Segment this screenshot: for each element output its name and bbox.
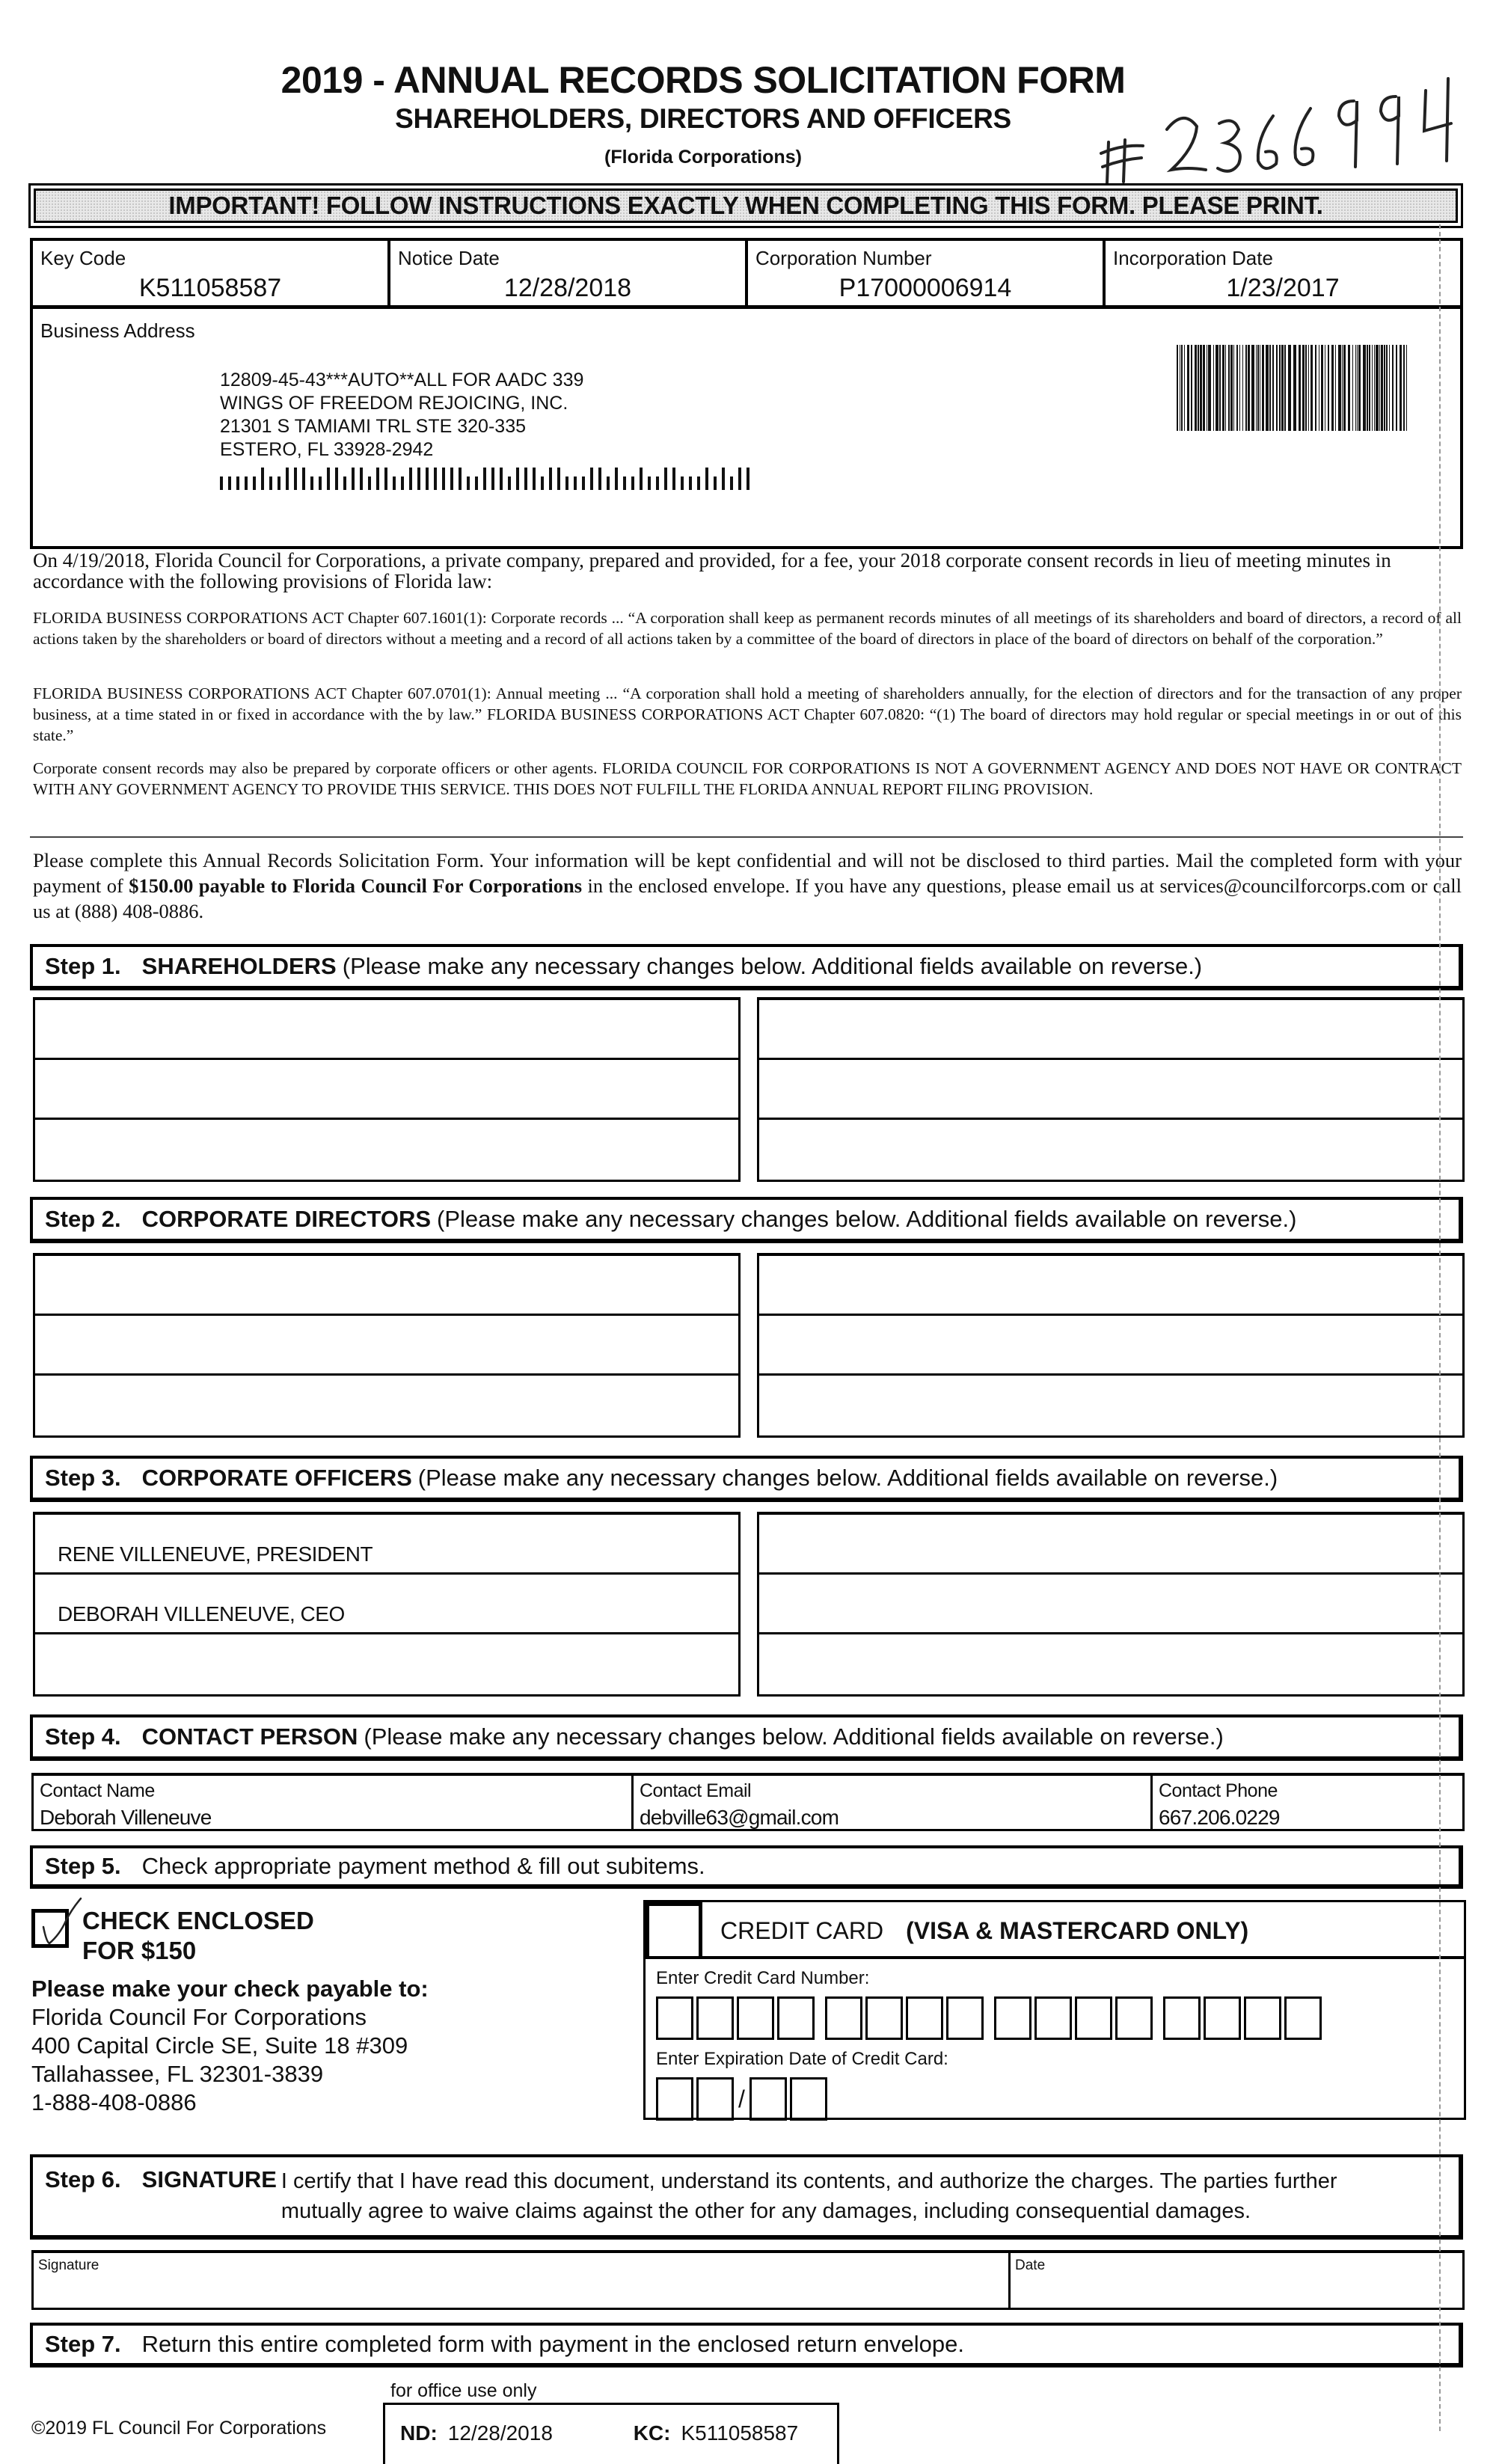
form-jurisdiction-note: (Florida Corporations) bbox=[604, 147, 802, 168]
credit-card-note: (VISA & MASTERCARD ONLY) bbox=[906, 1917, 1249, 1944]
barcode-bar bbox=[1230, 345, 1233, 431]
postal-bar bbox=[343, 476, 346, 490]
postal-bar bbox=[730, 476, 733, 490]
barcode-bar bbox=[1348, 345, 1350, 431]
address-line: ESTERO, FL 33928-2942 bbox=[220, 439, 434, 460]
director-input[interactable] bbox=[35, 1316, 738, 1376]
postal-bar bbox=[417, 468, 420, 490]
director-input[interactable] bbox=[759, 1316, 1462, 1376]
barcode-bar bbox=[1245, 345, 1247, 431]
barcode-bar bbox=[1355, 345, 1356, 431]
postal-bar bbox=[533, 468, 536, 490]
barcode-bar bbox=[1225, 345, 1226, 431]
officer-input[interactable]: RENE VILLENEUVE, PRESIDENT bbox=[35, 1515, 738, 1575]
step-title: CORPORATE DIRECTORS bbox=[141, 1206, 432, 1232]
disclaimer-paragraph: Corporate consent records may also be prepared by corporate officers or other agents. FLORIDA COUNCIL FOR CORPORATIONS IS NOT A GOVERNMENT AGENCY AND DOES NOT HAVE OR CONTRACT WITH ANY GOVERNMENT AGENCY TO PROVIDE THIS SERVICE. THIS DOES NOT FULFILL THE FLORIDA ANNUAL REPORT FILING PROVISION. bbox=[33, 759, 1462, 798]
business-address-label: Business Address bbox=[40, 319, 195, 342]
corporation-number-field bbox=[748, 241, 1106, 305]
postal-bar bbox=[722, 468, 725, 490]
postal-bar bbox=[286, 468, 289, 490]
nd-value: 12/28/2018 bbox=[447, 2421, 553, 2445]
payable-to-heading: Please make your check payable to: bbox=[31, 1976, 429, 2002]
step-note: (Please make any necessary changes below. Additional fields available on reverse.) bbox=[417, 1465, 1278, 1491]
barcode-bar bbox=[1248, 345, 1250, 431]
officer-input[interactable] bbox=[759, 1575, 1462, 1634]
intro-paragraph: On 4/19/2018, Florida Council for Corporations, a private company, prepared and provided, for a fee, your 2018 corporate consent records in lieu of meeting minutes in accordance with the following provisions of Florida law: bbox=[33, 549, 1391, 592]
barcode-bar bbox=[1228, 345, 1230, 431]
exp-year-box[interactable] bbox=[749, 2077, 787, 2121]
officer-input[interactable] bbox=[35, 1634, 738, 1694]
step-note: (Please make any necessary changes below. Additional fields available on reverse.) bbox=[437, 1206, 1297, 1232]
director-input[interactable] bbox=[759, 1376, 1462, 1435]
instructions-paragraph: Please complete this Annual Records Solicitation Form. Your information will be kept confidential and will not be disclosed to third parties. Mail the completed form with your payment of $150.00 payable to Florida Council For Corporations in the enclosed envelope. If you have any questions, please email us at services@councilforcorps.com or call us at (888) 408-0886. bbox=[33, 849, 1462, 922]
barcode-bar bbox=[1293, 345, 1296, 431]
credit-card-checkbox[interactable] bbox=[646, 1902, 702, 1959]
postal-bar bbox=[459, 468, 462, 490]
barcode-bar bbox=[1379, 345, 1380, 431]
step-title: CORPORATE OFFICERS bbox=[141, 1465, 412, 1491]
postal-bar bbox=[648, 476, 651, 490]
postal-bar bbox=[327, 468, 330, 490]
step-1-header bbox=[30, 944, 1463, 990]
barcode-bar bbox=[1233, 345, 1234, 431]
postal-bar bbox=[557, 468, 560, 490]
postal-bar bbox=[738, 468, 741, 490]
barcode-bar bbox=[1256, 345, 1257, 431]
barcode-bar bbox=[1342, 345, 1343, 431]
postal-bar bbox=[376, 468, 379, 490]
barcode-bar bbox=[1400, 345, 1402, 431]
barcode-bar bbox=[1279, 345, 1281, 431]
barcode-bar bbox=[1222, 345, 1224, 431]
directors-fields bbox=[33, 1253, 1465, 1438]
postal-bar bbox=[253, 476, 256, 490]
step-2-header bbox=[30, 1197, 1463, 1243]
incorporation-date-field bbox=[1106, 241, 1460, 305]
barcode-bar bbox=[1369, 345, 1370, 431]
barcode-bar bbox=[1187, 345, 1189, 431]
barcode-bar bbox=[1242, 345, 1243, 431]
copyright-text: ©2019 FL Council For Corporations bbox=[31, 2418, 327, 2439]
officers-column-left bbox=[33, 1512, 741, 1697]
directors-column-left bbox=[33, 1253, 741, 1438]
barcode-bar bbox=[1396, 345, 1397, 431]
shareholder-input[interactable] bbox=[759, 1000, 1462, 1060]
barcode-bar bbox=[1363, 345, 1366, 431]
mailing-address bbox=[220, 369, 583, 462]
barcode-bar bbox=[1288, 345, 1291, 431]
card-digit-box[interactable] bbox=[656, 1996, 693, 2040]
barcode-bar bbox=[1331, 345, 1334, 431]
address-line: WINGS OF FREEDOM REJOICING, INC. bbox=[220, 393, 568, 414]
payable-to-line: Florida Council For Corporations bbox=[31, 2004, 367, 2030]
handwritten-number-annotation bbox=[1100, 71, 1489, 183]
step-number: Step 2. bbox=[45, 1206, 121, 1232]
postal-barcode-icon bbox=[220, 468, 758, 490]
officer-input[interactable]: DEBORAH VILLENEUVE, CEO bbox=[35, 1575, 738, 1634]
postal-bar bbox=[220, 476, 223, 490]
key-code-field bbox=[33, 241, 390, 305]
barcode-bar bbox=[1338, 345, 1341, 431]
step-note: (Please make any necessary changes below. Additional fields available on reverse.) bbox=[342, 953, 1203, 979]
card-digit-box[interactable] bbox=[1115, 1996, 1153, 2040]
barcode-bar bbox=[1281, 345, 1284, 431]
shareholder-input[interactable] bbox=[759, 1060, 1462, 1120]
postal-bar bbox=[434, 468, 437, 490]
barcode-bar bbox=[1269, 345, 1271, 431]
exp-separator: / bbox=[738, 2085, 745, 2112]
officers-fields bbox=[33, 1512, 1465, 1697]
barcode-bar bbox=[1305, 345, 1307, 431]
officer-input[interactable] bbox=[759, 1515, 1462, 1575]
postal-bar bbox=[714, 476, 717, 490]
barcode-bar bbox=[1315, 345, 1316, 431]
important-banner-text: IMPORTANT! FOLLOW INSTRUCTIONS EXACTLY WHEN COMPLETING THIS FORM. PLEASE PRINT. bbox=[34, 189, 1458, 223]
contact-phone-value: 667.206.0229 bbox=[1159, 1806, 1280, 1829]
postal-bar bbox=[450, 468, 453, 490]
step-5-header bbox=[30, 1845, 1463, 1889]
postal-bar bbox=[631, 476, 634, 490]
barcode-bar bbox=[1310, 345, 1313, 431]
postal-bar bbox=[302, 468, 305, 490]
postal-bar bbox=[310, 476, 313, 490]
postal-bar bbox=[607, 476, 610, 490]
barcode-bar bbox=[1213, 345, 1214, 431]
address-line: 21301 S TAMIAMI TRL STE 320-335 bbox=[220, 416, 526, 437]
card-digit-box[interactable] bbox=[865, 1996, 903, 2040]
barcode-bar bbox=[1302, 345, 1305, 431]
postal-bar bbox=[516, 468, 519, 490]
credit-card-header bbox=[646, 1902, 1464, 1959]
step-number: Step 7. bbox=[45, 2331, 121, 2357]
postal-bar bbox=[426, 468, 429, 490]
postal-bar bbox=[615, 468, 618, 490]
barcode-bar bbox=[1321, 345, 1323, 431]
step-title: SIGNATURE bbox=[141, 2166, 277, 2192]
card-digit-box[interactable] bbox=[946, 1996, 984, 2040]
expiration-date-input bbox=[656, 2077, 830, 2121]
postal-bar bbox=[261, 468, 264, 490]
step-4-header bbox=[30, 1714, 1463, 1761]
barcode-bar bbox=[1367, 345, 1368, 431]
exp-month-box[interactable] bbox=[696, 2077, 734, 2121]
date-label: Date bbox=[1015, 2258, 1046, 2273]
barcode-bar bbox=[1208, 345, 1211, 431]
step-title: SHAREHOLDERS bbox=[141, 953, 337, 979]
postal-bar bbox=[656, 476, 659, 490]
payable-to-line: 400 Capital Circle SE, Suite 18 #309 bbox=[31, 2032, 408, 2059]
law-paragraph-meeting: FLORIDA BUSINESS CORPORATIONS ACT Chapter 607.0701(1): Annual meeting ... “A corporation shall hold a meeting of shareholders annually, for the election of directors and for the transaction of any proper business, at a time stated in or fixed in accordance with the by law.” FLORIDA BUSINESS CORPORATIONS ACT Chapter 607.0820: “(1) The board of directors may hold regular or special meetings in or out of this state.” bbox=[33, 684, 1462, 744]
credit-card-title: CREDIT CARD (VISA & MASTERCARD ONLY) bbox=[720, 1917, 1249, 1944]
incorporation-date-label: Incorporation Date bbox=[1113, 247, 1273, 269]
barcode-bar bbox=[1374, 345, 1375, 431]
officer-input[interactable] bbox=[759, 1634, 1462, 1694]
card-number-label: Enter Credit Card Number: bbox=[656, 1968, 870, 1988]
postal-bar bbox=[483, 468, 486, 490]
business-address-box bbox=[30, 305, 1463, 549]
step-6-header bbox=[30, 2154, 1463, 2240]
step-title: CONTACT PERSON bbox=[141, 1723, 358, 1750]
notice-date-label: Notice Date bbox=[398, 247, 500, 269]
barcode-bar bbox=[1184, 345, 1185, 431]
payable-to-line: Tallahassee, FL 32301-3839 bbox=[31, 2061, 324, 2087]
corporation-number-value: P17000006914 bbox=[839, 274, 1012, 302]
signature-field[interactable] bbox=[34, 2253, 1011, 2308]
postal-bar bbox=[245, 476, 248, 490]
barcode-bar bbox=[1181, 345, 1183, 431]
certification-text: I certify that I have read this document, understand its contents, and authorize the charges. The parties further mutually agree to waive claims against the other for any damages, including consequential damages. bbox=[280, 2169, 1337, 2223]
key-code-value: K511058587 bbox=[138, 274, 282, 302]
postal-bar bbox=[236, 476, 239, 490]
barcode-bar bbox=[1406, 345, 1407, 431]
step-number: Step 1. bbox=[45, 953, 121, 979]
barcode-bar bbox=[1276, 345, 1278, 431]
barcode-bar bbox=[1386, 345, 1388, 431]
card-digit-box[interactable] bbox=[825, 1996, 862, 2040]
postal-bar bbox=[598, 468, 601, 490]
postal-bar bbox=[747, 468, 749, 490]
incorporation-date-value: 1/23/2017 bbox=[1226, 274, 1340, 302]
postal-bar bbox=[491, 468, 494, 490]
step-number: Step 5. bbox=[45, 1853, 121, 1879]
payable-to-line: 1-888-408-0886 bbox=[31, 2089, 197, 2115]
barcode-bar bbox=[1308, 345, 1309, 431]
director-input[interactable] bbox=[35, 1376, 738, 1435]
office-use-box bbox=[383, 2403, 839, 2464]
contact-person-row bbox=[31, 1773, 1465, 1831]
officers-column-right bbox=[757, 1512, 1465, 1697]
postal-bar bbox=[401, 476, 404, 490]
postal-bar bbox=[672, 468, 675, 490]
kc-label: KC: bbox=[633, 2421, 671, 2445]
postal-bar bbox=[565, 476, 568, 490]
shareholders-column-right bbox=[757, 997, 1465, 1182]
card-digit-box[interactable] bbox=[1034, 1996, 1072, 2040]
credit-card-section bbox=[643, 1900, 1466, 2120]
barcode-bar bbox=[1284, 345, 1286, 431]
contact-name-label: Contact Name bbox=[40, 1780, 155, 1801]
contact-email-label: Contact Email bbox=[640, 1780, 752, 1801]
contact-email-field[interactable] bbox=[634, 1776, 1153, 1829]
important-banner bbox=[28, 183, 1463, 228]
barcode-bar bbox=[1328, 345, 1329, 431]
card-digit-box[interactable] bbox=[696, 1996, 734, 2040]
key-code-label: Key Code bbox=[40, 247, 126, 269]
postal-bar bbox=[409, 468, 412, 490]
barcode-bar bbox=[1392, 345, 1394, 431]
card-digit-box[interactable] bbox=[1244, 1996, 1281, 2040]
postal-bar bbox=[393, 476, 396, 490]
barcode-bar bbox=[1343, 345, 1346, 431]
date-field[interactable] bbox=[1011, 2253, 1462, 2308]
card-digit-box[interactable] bbox=[777, 1996, 815, 2040]
barcode-bar bbox=[1177, 345, 1178, 431]
postal-bar bbox=[697, 476, 700, 490]
postal-bar bbox=[549, 468, 552, 490]
postal-bar bbox=[689, 476, 692, 490]
address-line: 12809-45-43***AUTO**ALL FOR AADC 339 bbox=[220, 370, 584, 390]
postal-bar bbox=[294, 468, 297, 490]
postal-bar bbox=[500, 468, 503, 490]
barcode-bar bbox=[1389, 345, 1390, 431]
card-digit-box[interactable] bbox=[1075, 1996, 1112, 2040]
contact-phone-label: Contact Phone bbox=[1159, 1780, 1278, 1801]
barcode-icon bbox=[1174, 345, 1413, 431]
corporation-number-label: Corporation Number bbox=[755, 247, 932, 269]
barcode-bar bbox=[1239, 345, 1240, 431]
nd-label: ND: bbox=[400, 2421, 438, 2445]
payable-to-block bbox=[31, 1975, 429, 2117]
contact-email-value: debville63@gmail.com bbox=[640, 1806, 839, 1829]
postal-bar bbox=[360, 468, 363, 490]
postal-bar bbox=[368, 476, 371, 490]
card-digit-box[interactable] bbox=[737, 1996, 774, 2040]
scan-edge-artifact bbox=[1439, 224, 1441, 2431]
postal-bar bbox=[681, 476, 684, 490]
barcode-bar bbox=[1203, 345, 1205, 431]
notice-date-field bbox=[390, 241, 748, 305]
checkmark-icon bbox=[37, 1897, 84, 1951]
shareholder-input[interactable] bbox=[35, 1000, 738, 1060]
contact-name-value: Deborah Villeneuve bbox=[40, 1806, 212, 1829]
step-note: (Please make any necessary changes below. Additional fields available on reverse.) bbox=[364, 1723, 1224, 1750]
check-enclosed-label: CHECK ENCLOSED FOR $150 bbox=[82, 1907, 314, 1964]
barcode-bar bbox=[1372, 345, 1373, 431]
postal-bar bbox=[467, 476, 470, 490]
law-paragraph-records: FLORIDA BUSINESS CORPORATIONS ACT Chapter 607.1601(1): Corporate records ... “A corporation shall keep as permanent records minutes of all meetings of its shareholders and board of directors, a record of all actions taken by the shareholders or board of directors without a meeting and a record of all actions taken by a committee of the board of directors in place of the board of directors on behalf of the corporation.” bbox=[33, 609, 1462, 648]
step-number: Step 6. bbox=[45, 2166, 121, 2192]
postal-bar bbox=[228, 476, 231, 490]
exp-year-box[interactable] bbox=[790, 2077, 827, 2121]
divider bbox=[30, 836, 1463, 838]
payment-amount-text: $150.00 payable to Florida Council For Corporations bbox=[129, 874, 583, 897]
step-note: Return this entire completed form with payment in the enclosed return envelope. bbox=[141, 2331, 965, 2357]
postal-bar bbox=[319, 476, 322, 490]
postal-bar bbox=[705, 468, 708, 490]
postal-bar bbox=[524, 468, 527, 490]
barcode-bar bbox=[1219, 345, 1221, 431]
card-digit-box[interactable] bbox=[1284, 1996, 1322, 2040]
card-digit-box[interactable] bbox=[1204, 1996, 1241, 2040]
postal-bar bbox=[475, 476, 478, 490]
shareholders-fields bbox=[33, 997, 1465, 1182]
barcode-bar bbox=[1357, 345, 1358, 431]
step-number: Step 4. bbox=[45, 1723, 121, 1750]
card-digit-box[interactable] bbox=[994, 1996, 1031, 2040]
barcode-bar bbox=[1236, 345, 1238, 431]
barcode-bar bbox=[1376, 345, 1379, 431]
notice-date-value: 12/28/2018 bbox=[503, 274, 632, 302]
exp-month-box[interactable] bbox=[656, 2077, 693, 2121]
step-number: Step 3. bbox=[45, 1465, 121, 1491]
postal-bar bbox=[590, 468, 593, 490]
postal-bar bbox=[582, 476, 585, 490]
step-note: Check appropriate payment method & fill out subitems. bbox=[141, 1853, 705, 1879]
shareholder-input[interactable] bbox=[759, 1120, 1462, 1180]
barcode-bar bbox=[1403, 345, 1405, 431]
barcode-bar bbox=[1251, 345, 1254, 431]
postal-bar bbox=[442, 468, 445, 490]
signature-row bbox=[31, 2250, 1465, 2310]
barcode-bar bbox=[1191, 345, 1192, 431]
postal-bar bbox=[269, 476, 272, 490]
form-title: 2019 - ANNUAL RECORDS SOLICITATION FORM bbox=[280, 59, 1126, 101]
barcode-bar bbox=[1216, 345, 1218, 431]
barcode-bar bbox=[1381, 345, 1383, 431]
barcode-bar bbox=[1272, 345, 1274, 431]
shareholders-column-left bbox=[33, 997, 741, 1182]
postal-bar bbox=[664, 468, 667, 490]
barcode-bar bbox=[1200, 345, 1202, 431]
shareholder-input[interactable] bbox=[35, 1060, 738, 1120]
directors-column-right bbox=[757, 1253, 1465, 1438]
expiration-date-label: Enter Expiration Date of Credit Card: bbox=[656, 2049, 948, 2069]
barcode-bar bbox=[1352, 345, 1353, 431]
signature-label: Signature bbox=[38, 2258, 99, 2273]
contact-phone-field[interactable] bbox=[1153, 1776, 1462, 1829]
postal-bar bbox=[541, 476, 544, 490]
corporation-info-row bbox=[30, 238, 1463, 308]
barcode-bar bbox=[1384, 345, 1385, 431]
postal-bar bbox=[335, 468, 338, 490]
postal-bar bbox=[278, 476, 280, 490]
postal-bar bbox=[640, 468, 643, 490]
barcode-bar bbox=[1299, 345, 1301, 431]
barcode-bar bbox=[1262, 345, 1264, 431]
barcode-bar bbox=[1358, 345, 1361, 431]
director-input[interactable] bbox=[759, 1256, 1462, 1316]
barcode-bar bbox=[1195, 345, 1197, 431]
step-7-header bbox=[30, 2323, 1463, 2368]
card-digit-box[interactable] bbox=[1163, 1996, 1201, 2040]
office-use-label: for office use only bbox=[390, 2380, 537, 2401]
barcode-bar bbox=[1335, 345, 1336, 431]
postal-bar bbox=[352, 468, 355, 490]
card-number-input bbox=[656, 1996, 1332, 2040]
step-3-header bbox=[30, 1456, 1463, 1502]
card-digit-box[interactable] bbox=[906, 1996, 943, 2040]
postal-bar bbox=[508, 476, 511, 490]
barcode-bar bbox=[1257, 345, 1259, 431]
postal-bar bbox=[384, 468, 387, 490]
contact-name-field[interactable] bbox=[34, 1776, 634, 1829]
barcode-bar bbox=[1266, 345, 1269, 431]
postal-bar bbox=[574, 476, 577, 490]
form-subtitle: SHAREHOLDERS, DIRECTORS AND OFFICERS bbox=[395, 103, 1011, 134]
kc-value: K511058587 bbox=[681, 2421, 799, 2445]
barcode-bar bbox=[1198, 345, 1199, 431]
director-input[interactable] bbox=[35, 1256, 738, 1316]
postal-bar bbox=[623, 476, 626, 490]
shareholder-input[interactable] bbox=[35, 1120, 738, 1180]
